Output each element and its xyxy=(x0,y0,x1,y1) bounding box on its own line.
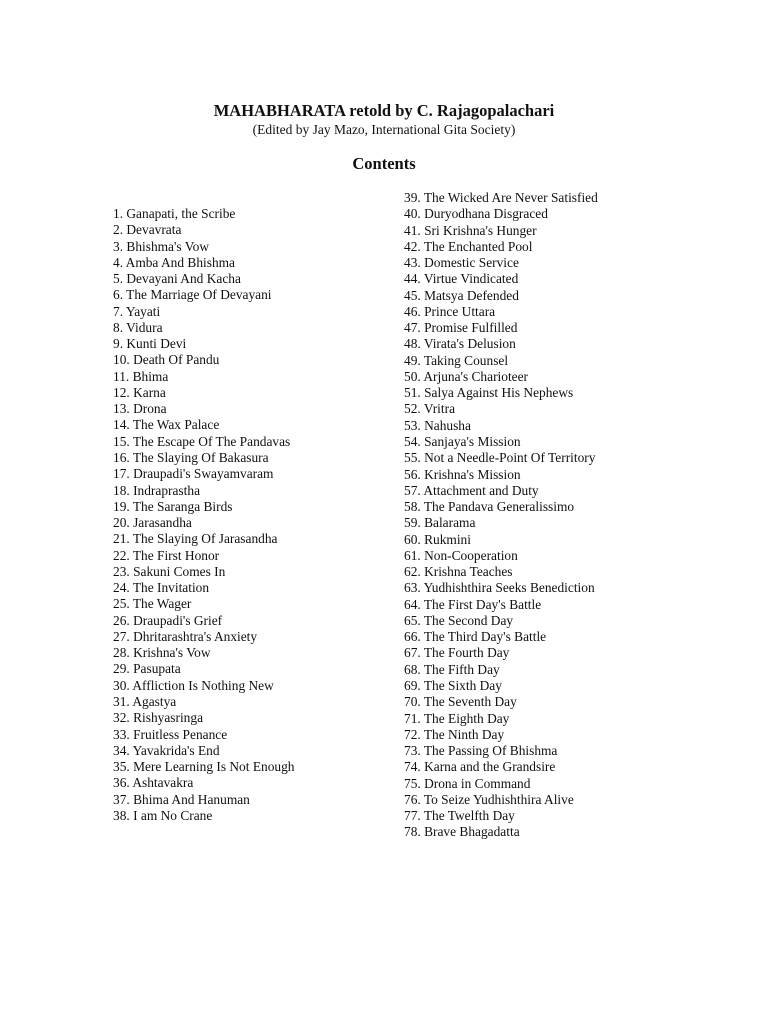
contents-item: 32. Rishyasringa xyxy=(113,710,204,726)
contents-item: 25. The Wager xyxy=(113,596,192,612)
contents-item: 50. Arjuna's Charioteer xyxy=(404,368,529,384)
contents-item: 43. Domestic Service xyxy=(404,255,519,271)
contents-item: 72. The Ninth Day xyxy=(404,726,505,742)
contents-item: 1. Ganapati, the Scribe xyxy=(113,206,236,221)
contents-item: 23. Sakuni Comes In xyxy=(113,563,226,579)
contents-item: 61. Non-Cooperation xyxy=(404,547,518,563)
contents-item: 22. The First Honor xyxy=(113,547,220,563)
contents-item: 65. The Second Day xyxy=(404,612,514,628)
contents-item: 18. Indraprastha xyxy=(113,482,201,498)
contents-item: 57. Attachment and Duty xyxy=(404,482,539,498)
contents-item: 11. Bhima xyxy=(113,368,169,384)
contents-item: 58. The Pandava Generalissimo xyxy=(404,499,575,515)
contents-item: 55. Not a Needle-Point Of Territory xyxy=(404,450,596,466)
contents-item: 53. Nahusha xyxy=(404,417,471,433)
contents-item: 62. Krishna Teaches xyxy=(404,564,513,580)
contents-item: 5. Devayani And Kacha xyxy=(113,271,241,287)
contents-item: 7. Yayati xyxy=(113,303,161,319)
contents-item: 44. Virtue Vindicated xyxy=(404,271,519,287)
contents-item: 71. The Eighth Day xyxy=(404,710,510,726)
contents-item: 38. I am No Crane xyxy=(113,807,213,823)
contents-item: 28. Krishna's Vow xyxy=(113,645,211,661)
contents-item: 78. Brave Bhagadatta xyxy=(404,824,520,840)
contents-item: 67. The Fourth Day xyxy=(404,645,510,661)
contents-item: 76. To Seize Yudhishthira Alive xyxy=(404,791,574,807)
contents-item: 36. Ashtavakra xyxy=(113,775,194,791)
contents-item: 31. Agastya xyxy=(113,693,177,709)
contents-left-column xyxy=(113,206,294,824)
document-title: MAHABHARATA retold by C. Rajagopalachari xyxy=(213,101,555,120)
document-subtitle: (Edited by Jay Mazo, International Gita Society) xyxy=(252,122,516,137)
contents-item: 64. The First Day's Battle xyxy=(404,596,542,612)
contents-item: 2. Devavrata xyxy=(113,222,182,238)
contents-item: 70. The Seventh Day xyxy=(404,694,517,710)
contents-item: 14. The Wax Palace xyxy=(113,417,220,433)
contents-item: 20. Jarasandha xyxy=(113,515,192,531)
contents-item: 33. Fruitless Penance xyxy=(113,726,228,742)
contents-item: 16. The Slaying Of Bakasura xyxy=(113,449,269,465)
contents-item: 13. Drona xyxy=(113,401,167,417)
contents-item: 29. Pasupata xyxy=(113,661,181,677)
contents-item: 24. The Invitation xyxy=(113,580,210,596)
contents-item: 74. Karna and the Grandsire xyxy=(404,759,556,775)
contents-item: 27. Dhritarashtra's Anxiety xyxy=(113,628,258,644)
contents-item: 6. The Marriage Of Devayani xyxy=(113,287,272,303)
contents-item: 56. Krishna's Mission xyxy=(404,466,521,482)
contents-item: 45. Matsya Defended xyxy=(404,287,519,303)
contents-item: 68. The Fifth Day xyxy=(404,661,500,677)
contents-item: 4. Amba And Bhishma xyxy=(113,254,236,270)
contents-item: 60. Rukmini xyxy=(404,531,471,547)
contents-item: 73. The Passing Of Bhishma xyxy=(404,743,558,759)
contents-item: 52. Vritra xyxy=(404,401,456,417)
contents-item: 63. Yudhishthira Seeks Benediction xyxy=(404,580,595,596)
contents-item: 75. Drona in Command xyxy=(404,775,531,791)
contents-heading: Contents xyxy=(352,154,416,173)
contents-item: 8. Vidura xyxy=(113,319,163,335)
contents-right-column xyxy=(404,190,598,841)
contents-item: 17. Draupadi's Swayamvaram xyxy=(113,466,274,482)
contents-item: 9. Kunti Devi xyxy=(113,336,187,352)
contents-item: 3. Bhishma's Vow xyxy=(113,238,210,254)
contents-item: 49. Taking Counsel xyxy=(404,352,509,368)
contents-item: 30. Affliction Is Nothing New xyxy=(113,677,274,693)
contents-item: 54. Sanjaya's Mission xyxy=(404,433,521,449)
contents-item: 21. The Slaying Of Jarasandha xyxy=(113,531,278,547)
contents-item: 15. The Escape Of The Pandavas xyxy=(113,433,291,449)
contents-item: 69. The Sixth Day xyxy=(404,677,502,693)
contents-item: 47. Promise Fulfilled xyxy=(404,320,518,336)
contents-item: 41. Sri Krishna's Hunger xyxy=(404,222,537,238)
contents-item: 42. The Enchanted Pool xyxy=(404,238,533,254)
contents-item: 46. Prince Uttara xyxy=(404,303,496,319)
contents-item: 39. The Wicked Are Never Satisfied xyxy=(404,190,598,205)
contents-item: 12. Karna xyxy=(113,384,166,400)
contents-item: 77. The Twelfth Day xyxy=(404,808,515,824)
contents-item: 48. Virata's Delusion xyxy=(404,336,516,352)
contents-item: 34. Yavakrida's End xyxy=(113,742,220,758)
contents-item: 37. Bhima And Hanuman xyxy=(113,791,250,807)
contents-item: 66. The Third Day's Battle xyxy=(404,629,547,645)
contents-item: 10. Death Of Pandu xyxy=(113,352,220,368)
contents-item: 26. Draupadi's Grief xyxy=(113,612,223,628)
contents-item: 59. Balarama xyxy=(404,515,476,531)
contents-item: 35. Mere Learning Is Not Enough xyxy=(113,759,295,775)
contents-item: 19. The Saranga Birds xyxy=(113,498,233,514)
contents-item: 51. Salya Against His Nephews xyxy=(404,385,574,401)
contents-item: 40. Duryodhana Disgraced xyxy=(404,206,548,222)
